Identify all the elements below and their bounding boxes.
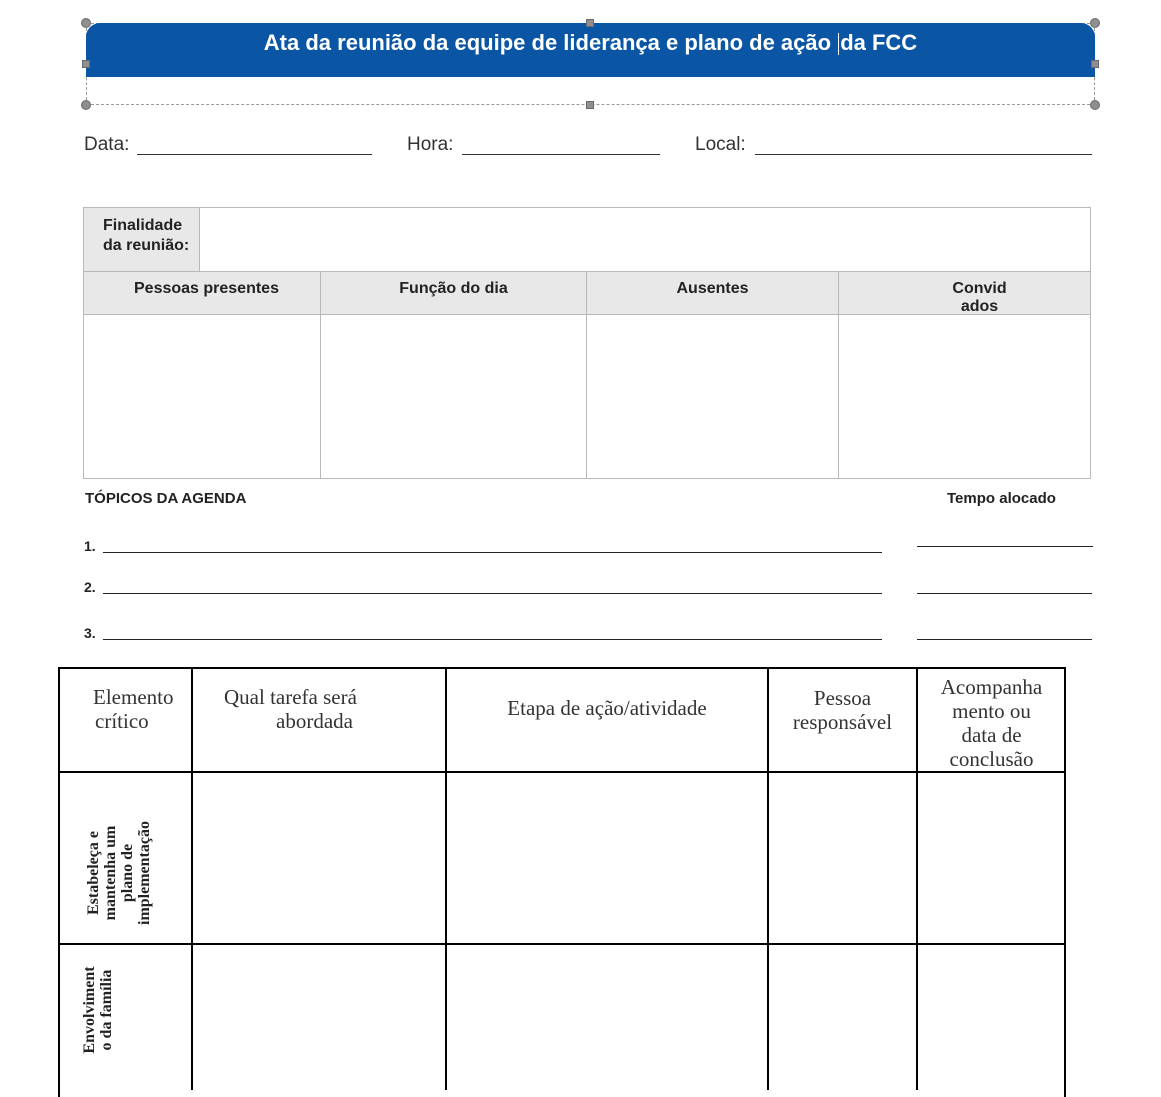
- place-field[interactable]: [755, 154, 1092, 155]
- resize-handle-bottom-right[interactable]: [1090, 100, 1100, 110]
- resize-handle-bottom[interactable]: [586, 101, 594, 109]
- critical-element-header: [93, 685, 173, 733]
- guests-input-cell[interactable]: [839, 315, 1090, 478]
- allocated-time-header: Tempo alocado: [947, 490, 1056, 507]
- column-header-absent: Ausentes: [587, 272, 839, 315]
- resize-handle-top[interactable]: [586, 19, 594, 27]
- agenda-title: TÓPICOS DA AGENDA: [85, 490, 247, 507]
- agenda-item-3-field[interactable]: [103, 639, 882, 640]
- row2-element-line1: Envolviment: [81, 966, 98, 1054]
- present-input-cell[interactable]: [84, 315, 321, 478]
- responsible-header: [769, 686, 916, 734]
- agenda-item-2-field[interactable]: [103, 593, 882, 594]
- time-label: Hora:: [407, 134, 454, 155]
- absent-input-cell[interactable]: [587, 315, 839, 478]
- purpose-label-cell: [84, 208, 200, 271]
- row2-element-line2: o da família: [98, 969, 115, 1051]
- column-header-guests: [839, 272, 1090, 315]
- agenda-time-2-field[interactable]: [917, 593, 1092, 594]
- follow-up-cell-row1[interactable]: [918, 773, 1064, 943]
- purpose-label-line2: da reunião:: [103, 237, 190, 254]
- critical-element-header-line2: crítico: [95, 709, 149, 733]
- agenda-number-3: 3.: [84, 625, 96, 641]
- resize-handle-top-right[interactable]: [1090, 18, 1100, 28]
- row1-element-line1: Estabeleça e: [85, 831, 102, 915]
- column-header-role: Função do dia: [321, 272, 587, 315]
- responsible-header-line2: responsável: [792, 710, 893, 734]
- title-banner[interactable]: [86, 23, 1095, 77]
- action-step-cell-row1[interactable]: [447, 773, 767, 943]
- date-field[interactable]: [137, 154, 372, 155]
- guests-header-line2: ados: [960, 298, 999, 315]
- follow-up-header-line4: conclusão: [949, 747, 1034, 771]
- time-field[interactable]: [462, 154, 660, 155]
- row1-element-line2: mantenha um: [102, 825, 119, 921]
- task-cell-row1[interactable]: [193, 773, 445, 943]
- date-label: Data:: [84, 134, 130, 155]
- row1-element-line4: implementação: [136, 821, 153, 925]
- follow-up-header: [918, 675, 1065, 771]
- task-header-line2: abordada: [276, 709, 353, 733]
- task-header-line1: Qual tarefa será: [224, 685, 357, 709]
- agenda-number-2: 2.: [84, 579, 96, 595]
- responsible-cell-row2[interactable]: [769, 945, 916, 1090]
- task-cell-row2[interactable]: [193, 945, 445, 1090]
- critical-element-implementation-plan: [85, 793, 155, 953]
- follow-up-header-line1: Acompanha: [940, 675, 1043, 699]
- purpose-label-line1: Finalidade: [103, 217, 183, 234]
- column-header-present: Pessoas presentes: [84, 272, 321, 315]
- resize-handle-top-left[interactable]: [81, 18, 91, 28]
- purpose-input-cell[interactable]: [201, 208, 1090, 271]
- responsible-header-line1: Pessoa: [813, 686, 872, 710]
- row1-element-line3: plano de: [119, 843, 136, 903]
- agenda-time-3-field[interactable]: [917, 639, 1092, 640]
- guests-header-line1: Convid: [952, 280, 1007, 297]
- critical-element-header-line1: Elemento: [93, 685, 174, 709]
- follow-up-header-line3: data de: [961, 723, 1022, 747]
- agenda-item-1-field[interactable]: [103, 552, 882, 553]
- follow-up-header-line2: mento ou: [952, 699, 1031, 723]
- responsible-cell-row1[interactable]: [769, 773, 916, 943]
- action-step-cell-row2[interactable]: [447, 945, 767, 1090]
- agenda-time-1-field[interactable]: [917, 546, 1093, 547]
- resize-handle-bottom-left[interactable]: [81, 100, 91, 110]
- resize-handle-left[interactable]: [82, 60, 90, 68]
- resize-handle-right[interactable]: [1091, 60, 1099, 68]
- task-header: [224, 685, 357, 733]
- role-input-cell[interactable]: [321, 315, 587, 478]
- follow-up-cell-row2[interactable]: [918, 945, 1064, 1090]
- place-label: Local:: [695, 134, 746, 155]
- action-step-header: Etapa de ação/atividade: [507, 696, 707, 720]
- critical-element-family-involvement: [81, 945, 121, 1075]
- agenda-number-1: 1.: [84, 538, 96, 554]
- document-title: Ata da reunião da equipe de liderança e plano de ação da FCC: [263, 30, 918, 55]
